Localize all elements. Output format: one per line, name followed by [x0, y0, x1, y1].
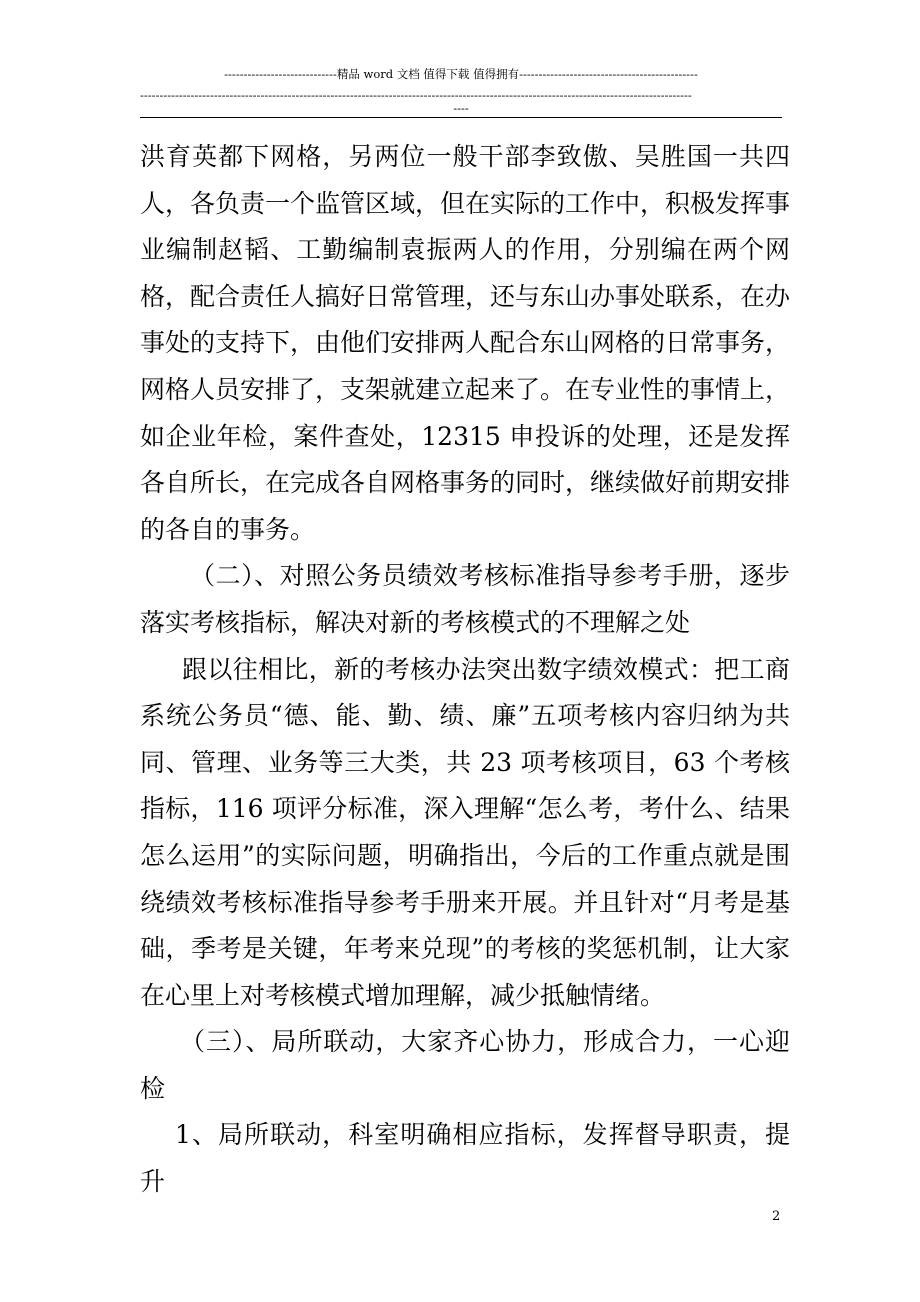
paragraph-1: 洪育英都下网格，另两位一般干部李致傲、吴胜国一共四人，各负责一个监管区域，但在实际的工作中，积极发挥事业编制赵韬、工勤编制袁振两人的作用，分别编在两个网格，配合责任人搞好日常管理，还与东山办事处联系，在办事处的支持下，由他们安排两人配合东山网格的日常事务，网格人员安排了，支架就建立起来了。在专业性的事情上，如企业年检，案件查处，12315 申投诉的处理，还是发挥各自所长，在完成各自网格事务的同时，继续做好前期安排的各自的事务。 [140, 142, 791, 544]
header-rule [140, 117, 782, 118]
paragraph-2-heading: （二）、对照公务员绩效考核标准指导参考手册，逐步落实考核指标，解决对新的考核模式的不理解之处 [140, 561, 790, 637]
paragraph-5: 1、局所联动，科室明确相应指标，发挥督导职责，提升 [140, 1120, 790, 1197]
paragraph-3: 跟以往相比，新的考核办法突出数字绩效模式：把工商系统公务员“德、能、勤、绩、廉”五项考核内容归纳为共同、管理、业务等三大类，共 23 项考核项目，63 个考核指标，116 项评分标准，深入理解“怎么考，考什么、结果怎么运用”的实际问题，明确指出，今后的工作重点就是围绕绩效考核标准指导参考手册来开展。并且针对“月考是基础，季考是关键，年考来兑现”的考核的奖惩机制，让大家在心里上对考核模式增加理解，减少抵触情绪。 [140, 654, 790, 1010]
paragraph-4-heading: （三）、局所联动，大家齐心协力，形成合力，一心迎检 [140, 1027, 790, 1103]
page-number: 2 [772, 1209, 781, 1224]
header-dash-line-end: ---- [453, 101, 469, 115]
header-dash-line: ---------------------------------------------------------------------------------------------------------------------------------------------- [140, 88, 692, 102]
document-body [140, 134, 790, 1206]
header-banner: -----------------------------精品 word 文档 值得下载 值得拥有---------------------------------------------- [224, 67, 698, 81]
